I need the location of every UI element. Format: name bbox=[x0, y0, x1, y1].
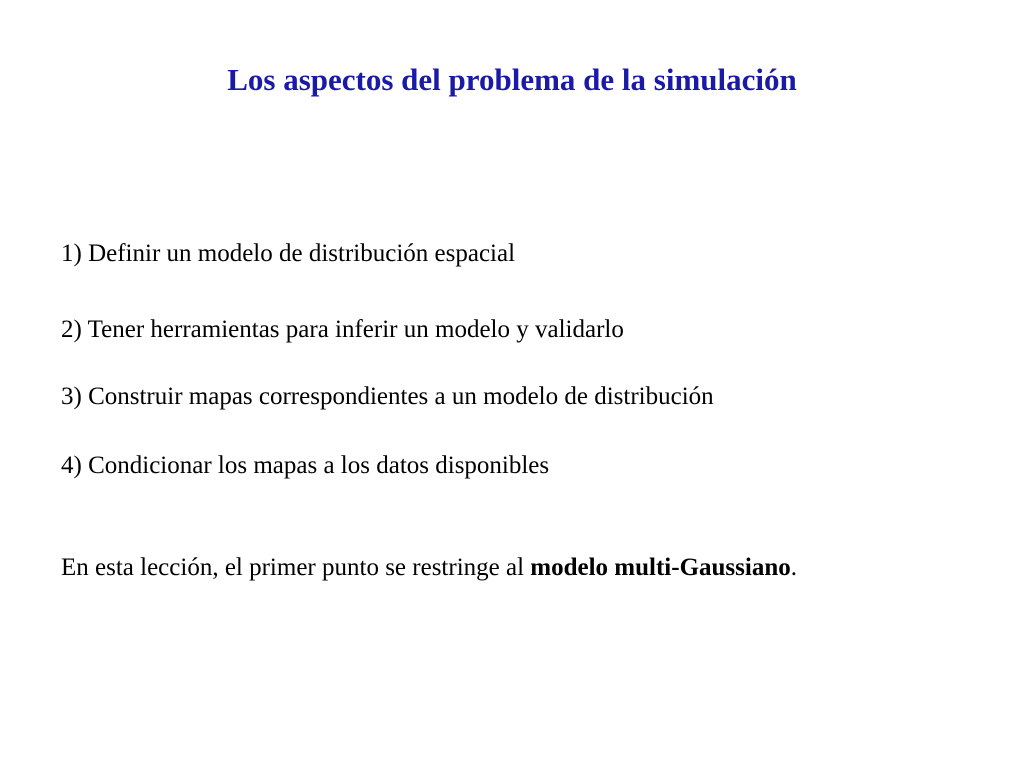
slide-title: Los aspectos del problema de la simulación bbox=[227, 62, 797, 97]
lesson-note-suffix: . bbox=[790, 554, 797, 581]
lesson-note-emphasis: modelo multi-Gaussiano bbox=[530, 554, 791, 581]
point-1: 1) Definir un modelo de distribución espacial bbox=[61, 240, 516, 267]
lesson-note bbox=[61, 552, 797, 584]
point-3: 3) Construir mapas correspondientes a un modelo de distribución bbox=[61, 383, 714, 410]
point-2: 2) Tener herramientas para inferir un modelo y validarlo bbox=[61, 316, 624, 343]
point-4: 4) Condicionar los mapas a los datos disponibles bbox=[61, 452, 550, 479]
lesson-note-prefix: En esta lección, el primer punto se restringe al bbox=[61, 554, 531, 581]
